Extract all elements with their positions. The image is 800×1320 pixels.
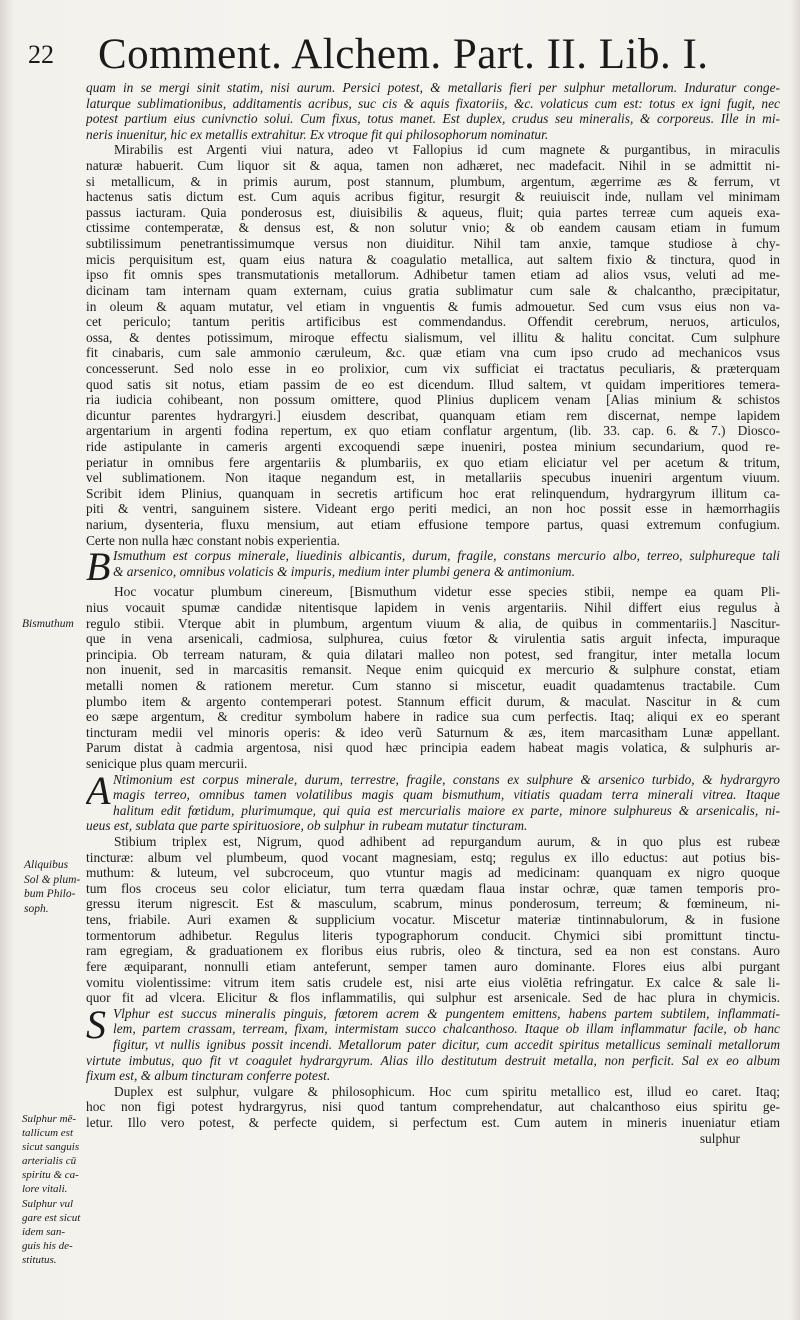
text-line: fit cinabaris, cum sale ammonio cæruleum, &c. quæ etiam vna cum ipso crudo ad mechanicos vsus [86,345,780,361]
text-line: gressu iterum nigrescit. Est & masculum, scabrum, minus ponderosum, terreum; & fœmineum, ni- [86,896,780,912]
text-line: principia. Ob terream naturam, & quia dilatari malleo non potest, sed frangitur, inter metalla locum [86,646,780,662]
text-line: subtilissimum penetrantissimumque versus non diuiditur. Nihil tam anxie, tamque studiose à chy- [86,236,780,252]
page-number: 22 [28,40,54,69]
text-line: in oleum & aquam mutatur, vel etiam in vnguentis & fumis admouetur. Sed cum vsus eius non va- [86,298,780,314]
text-line: periatur in omnibus fere argentariis & plumbariis, ex quo etiam eliciatur vel per acetum & tritum, [86,454,780,470]
text-line: tincturæ: album vel plumbeum, quod vocant magnesiam, estq; regulus ex illo eductus: aut potius bis- [86,849,780,865]
text-line: cet periculo; tantum peritis artificibus est commendandus. Offendit cerebrum, neruos, articulos, [86,314,780,330]
text-line: dicinam tam internam quam externam, cuius gratia sublimatur cum sale & chalcantho, præcipitatur, [86,282,780,298]
text-line: Vlphur est succus mineralis pinguis, fœtorem acrem & pungentem emittens, habens partem subtilem, inflammati- [113,1005,780,1021]
text-line: nius vocauit spumæ candidæ nitentisque lapidem in venis argentariis. Nihil differt eius regulus à [86,599,780,615]
text-line: quam in se mergi sinit statim, nisi aurum. Persici potest, & metallaris fieri per sulphur metallorum. Induratur conge- [86,80,780,95]
text-line: regulo stibii. Vterque abit in plumbum, argentum viuum & alia, de quibus in commentariis.] Nascitur- [86,615,780,631]
text-line: quor fit ad vlcera. Elicitur & flos inflammatilis, qui sulphur est arsenicale. Sed de hac plura in chymicis. [86,990,780,1006]
margin-note-bismuthum: Bismuthum [22,618,74,630]
text-line: hactenus satis dictum est. Cum aquis acribus figitur, resurgit & reuiuiscit inde, nullam vel minimam [86,189,780,205]
text-line: ipso fit omnis spes transmutationis metallorum. Adhibetur tamen etiam ad alios vsus, veluti ad me- [86,267,780,283]
text-line: ram egregiam, & graduationem ex floribus eius rubris, oleo & tinctura, sed ea non est constans. Auro [86,943,780,959]
drop-cap: B [86,548,111,585]
catchword: sulphur [699,1130,740,1146]
page-header [20,30,780,80]
text-line: figitur, vt nullis ignibus possit incendi. Metallorum pater dicitur, cum accedit spiritus metallicus seminali metallorum [113,1036,780,1052]
text-line: tum flos croceus seu color eliciatur, tum terra quædam flaua instar ochræ, quæ tamen temporis pro- [86,880,780,896]
text-line: Scribit idem Plinius, quanquam in secretis artificum hoc erat relinquendum, hydrargyrum illitum ca- [86,485,780,501]
text-line: Stibium triplex est, Nigrum, quod adhibent ad repurgandum aurum, & in quo plus est rubeæ [114,834,780,850]
text-line: vel sublimationem. Non itaque negandum est, in metallariis specubus inueniri argentum viuum. [86,470,780,486]
text-line: fixum est, & album tincturam conferre potest. [86,1068,331,1084]
text-line: letur. Illo vero potest, & perfecte quidem, si perfectum est. Cum autem in mineris inueniatur etiam [86,1115,780,1130]
text-line: potest partium eius cunivnctio solui. Cum fixus, totus manet. Est duplex, crudus seu mineralis, & corporeus. Ille in mi- [86,111,780,127]
text-line: fere æquiparant, nonnulli etiam anteferunt, semper tamen auro dominante. Flores eius albi purgant [86,958,780,974]
text-line: argentarium in argenti fodina repertum, ex quo etiam conflatur argentum, (lib. 33. cap. 6. & 7.) Diosco- [86,423,780,439]
text-line: vomitu violentissime: vitrum item satis crudele est, nisi arte eius violētia refringatur. Ex calce & sale li- [86,974,780,990]
definition-sulphur [86,1006,780,1084]
text-line: Certe non nulla hæc constant nobis experientia. [86,532,340,548]
text-line: tens, friabile. Auri examen & supplicium vocatur. Miscetur materiæ tintinnabulorum, & in fusione [86,912,780,928]
paragraph-plumbum-cinereum [86,584,780,771]
text-line: narium, dysenteria, fluxu mensium, aut etiam effusione tempore partus, quasi extremum confugium. [86,517,780,533]
text-line: plumbo item & argento contemperari potest. Stannum efficit durum, & maculat. Nascitur in & cum [86,693,780,709]
definition-bismuthum [86,548,780,584]
text-line: piti & ventri, sanguinem sistere. Videant ergo periti medici, an non hoc possit esse in hæmorrhagiis [86,501,780,517]
text-line: ria iudicia cohibeant, non possum omittere, quod Plinius duplicem venam [Alias minium & schistos [86,392,780,408]
text-line: ride astipulante in cameris argenti excoquendi sæpe inueniri, postea minium secundarium, quod re- [86,439,780,455]
text-line: dicuntur parentes hydrargyri.] eiusdem describat, quanquam etiam rem discernat, nempe lapidem [86,407,780,423]
text-line: lem, partem crassam, terream, fixam, intermistam succo chalcanthoso. Itaque ob illam inflammatur facile, ob hanc [113,1021,780,1037]
text-line: concesserunt. Sed nolo esse in eo prolixior, cum vix sufficiat ei tractatus peculiaris, & præterquam [86,360,780,376]
text-line: senicique plus quam mercurii. [86,755,248,771]
text-line: magis terreo, omnibus tamen volatilibus magis quam bismuthum, vitiatis quadam terra minerali vitrea. Itaque [113,787,780,803]
text-line: virtute imbutus, quo fit vt coagulet hydrargyrum. Alias illo destitutum destruit metalla, non perficit. Sal ex eo album [86,1052,780,1068]
main-text [86,80,780,1146]
text-line: & arsenico, omnibus volaticis & impuris, medium inter plumbi genera & antimonium. [113,563,575,579]
text-line: tincturam medii vel minoris operis: & ideo verũ Saturnum & æs, item marcasitham Lunæ appellant. [86,724,780,740]
text-line: Ntimonium est corpus minerale, durum, terrestre, fragile, constans ex sulphure & arsenico turbido, & hydrargyro [113,771,780,787]
text-line: tormentorum adhibetur. Regulus literis typographorum conducit. Chymici sibi promittunt tinctu- [86,927,780,943]
text-line: si metallicum, & in primis aurum, post stannum, plumbum, argentum, ægerrime æs & ferrum, vt [86,173,780,189]
text-line: Ismuthum est corpus minerale, liuedinis albicantis, durum, fragile, constans mercurio albo, terreo, sulphureque tali [113,548,780,564]
text-line: eo sæpe argentum, & creditur symbolum habere in radice sua cum perfectis. Itaq; aliqui ex eo sperant [86,709,780,725]
paragraph-argentum-vivum [86,142,780,548]
text-line: ctissime contemperatæ, & densus est, & non solutur vnio; & ob eandem causam etiam in fumum [86,220,780,236]
text-line: Parum distat à cadmia argentosa, nisi quod hæc principia eadem habeat magis volatica, & sulphuris ar- [86,740,780,756]
text-line: ueus est, sublata que parte spirituosiore, ob sulphur in rubeam mutatur tincturam. [86,818,528,834]
paragraph-duplex-sulphur [86,1084,780,1131]
text-line: hoc non figi potest hydrargyrus, nisi quod tantum comprehendatur, aut chalcanthoso eius spiritu ge- [86,1099,780,1115]
text-line: que in vena arsenicali, cadmiosa, sulphurea, cuius fœtor & virulentia satis arguit infecta, impuraque [86,631,780,647]
text-line: muthum: & luteum, vel subcroceum, quo vtuntur magis ad medicinam: quanquam ex nigro quoque [86,865,780,881]
paragraph-stibium [86,834,780,1006]
text-line: Hoc vocatur plumbum cinereum, [Bismuthum videtur esse species stibii, nempe ea quam Pli- [114,584,780,600]
text-line: ossa, & dentes potissimum, miroque effectu sialismum, vel illitu & halitu concitat. Cum sulphure [86,329,780,345]
text-line: metalli nomen & rationem meretur. Cum stanno si miscetur, euadit quadamtenus tractabile. Cum [86,677,780,693]
definition-antimonium [86,772,780,834]
drop-cap: A [86,771,111,813]
text-line: quod satis sit notus, etiam passim de eo est dicendum. Illud saltem, vt quidam imperitiores temera- [86,376,780,392]
text-line: non inuenit, sed in marcasitis remansit. Neque enim quicquid ex mercurio & sulphure constat, etiam [86,662,780,678]
text-line: passus iacturam. Quia ponderosus est, diuisibilis & aqueus, fluit; quia partes terreæ cum aqueis exa- [86,204,780,220]
margin-note-sulphur: Sulphur mē- tallicum est sicut sanguis arterialis cū spiritu & ca- lore vitali. Sulphur vul gare est sicut idem san- guis his de- stitutus. [22,1113,81,1266]
text-line: laturque sublimationibus, additamentis acribus, suc cis & aquis fixatoriis, &c. volaticus cum est: totus ex igni fugit, nec [86,95,780,111]
drop-cap: S [86,1005,106,1047]
running-title: Comment. Alchem. Part. II. Lib. I. [98,31,709,78]
text-line: halitum edit fœtidum, plurimumque, qui quia est mercurialis maiore ex parte, minore sulphureus & arsenicalis, ni- [113,802,780,818]
paragraph-mercury-end [86,80,780,142]
text-line: micis perquisitum est, quam eius natura & coagulatio metallica, aut saltem fixio & tinctura, quod in [86,251,780,267]
text-line: neris inuenitur, hic ex metallis extrahitur. Ex vtroque fit qui philosophorum nominatur. [86,126,549,142]
text-line: Duplex est sulphur, vulgare & philosophicum. Hoc cum spiritu metallico est, illud eo caret. Itaq; [114,1083,780,1099]
margin-note-aliquibus: Aliquibus Sol & plum- bum Philo- soph. [24,859,81,915]
text-line: naturæ habuerit. Cum liquor sit & aqua, tamen non adhæret, nec madefacit. Nihil in se admittit ni- [86,158,780,174]
text-line: Mirabilis est Argenti viui natura, adeo vt Fallopius id cum magnete & purgantibus, in miraculis [114,142,780,158]
